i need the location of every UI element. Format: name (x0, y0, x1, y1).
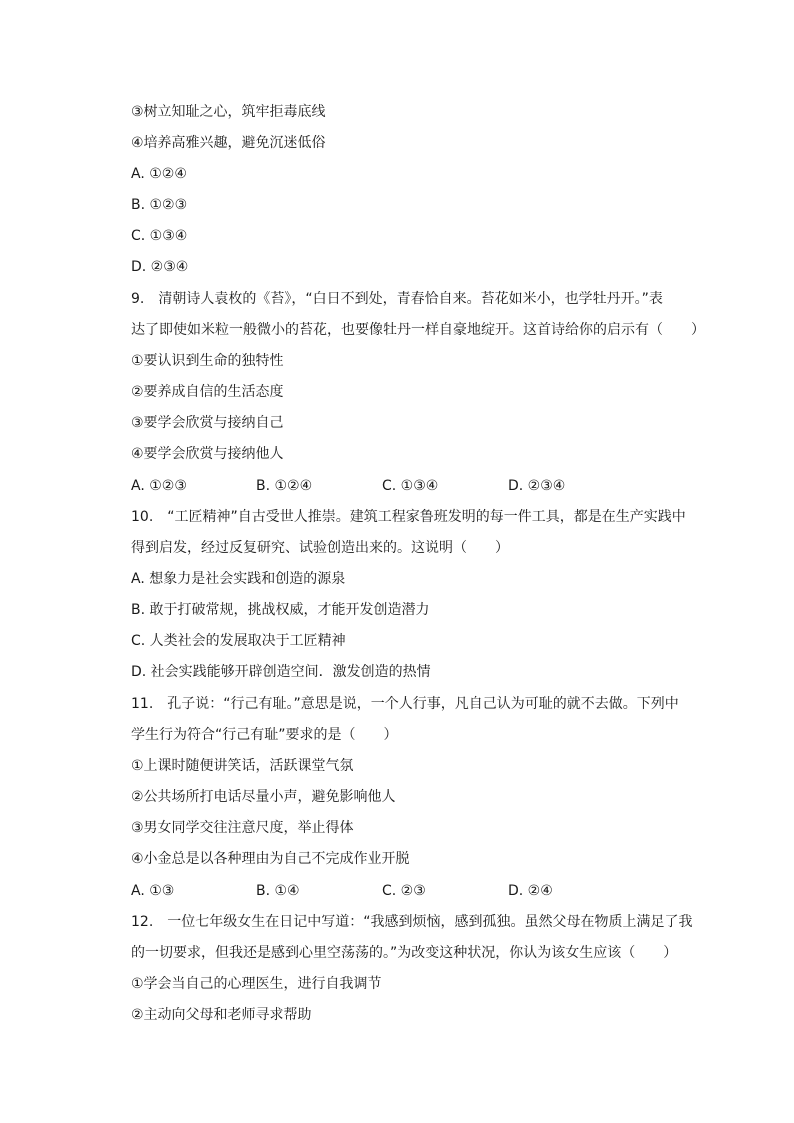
q10-stem-line-1: 10. “工匠精神”自古受世人推崇。建筑工程家鲁班发明的每一件工具，都是在生产实践中 (131, 509, 686, 525)
q11-option-b: B. ①④ (256, 883, 300, 899)
q9-item-3: ③要学会欣赏与接纳自己 (131, 415, 284, 431)
q11-option-d: D. ②④ (508, 883, 553, 899)
q8-item-3: ③树立知耻之心，筑牢拒毒底线 (131, 104, 326, 120)
q10-option-a: A. 想象力是社会实践和创造的源泉 (131, 571, 346, 587)
q9-stem-line-1: 9. 清朝诗人袁枚的《苔》，“白日不到处，青春恰自来。苔花如米小，也学牡丹开。”表 (131, 291, 663, 307)
q8-option-b: B. ①②③ (131, 197, 188, 213)
q9-option-d: D. ②③④ (508, 478, 566, 494)
q10-option-b: B. 敢于打破常规，挑战权威，才能开发创造潜力 (131, 602, 430, 618)
q10-option-c: C. 人类社会的发展取决于工匠精神 (131, 633, 346, 649)
q11-item-4: ④小金总是以各种理由为自己不完成作业开脱 (131, 851, 410, 867)
q12-stem-line-2: 的一切要求，但我还是感到心里空荡荡的。”为改变这种状况，你认为该女生应该（ ） (131, 945, 678, 961)
q12-item-1: ①学会当自己的心理医生，进行自我调节 (131, 976, 382, 992)
q9-option-c: C. ①③④ (382, 478, 439, 494)
q11-stem-line-1: 11. 孔子说：“行己有耻。”意思是说，一个人行事，凡自己认为可耻的就不去做。下列中 (131, 696, 679, 712)
q10-stem-line-2: 得到启发，经过反复研究、试验创造出来的。这说明（ ） (131, 540, 509, 556)
q8-option-c: C. ①③④ (131, 228, 188, 244)
q11-item-2: ②公共场所打电话尽量小声，避免影响他人 (131, 789, 396, 805)
q10-option-d: D. 社会实践能够开辟创造空间．激发创造的热情 (131, 664, 431, 680)
q8-option-d: D. ②③④ (131, 259, 189, 275)
q9-item-4: ④要学会欣赏与接纳他人 (131, 446, 284, 462)
q12-stem-line-1: 12. 一位七年级女生在日记中写道：“我感到烦恼，感到孤独。虽然父母在物质上满足了我 (131, 914, 693, 930)
q9-option-a: A. ①②③ (131, 478, 187, 494)
q9-item-2: ②要养成自信的生活态度 (131, 384, 284, 400)
q11-item-1: ①上课时随便讲笑话，活跃课堂气氛 (131, 758, 354, 774)
q11-option-a: A. ①③ (131, 883, 175, 899)
q11-item-3: ③男女同学交往注意尺度，举止得体 (131, 820, 354, 836)
q8-item-4: ④培养高雅兴趣，避免沉迷低俗 (131, 135, 326, 151)
q11-stem-line-2: 学生行为符合“行己有耻”要求的是（ ） (131, 727, 398, 743)
q11-option-c: C. ②③ (382, 883, 426, 899)
q9-option-b: B. ①②④ (256, 478, 313, 494)
q8-option-a: A. ①②④ (131, 166, 187, 182)
q12-item-2: ②主动向父母和老师寻求帮助 (131, 1007, 312, 1023)
q9-stem-line-2: 达了即使如米粒一般微小的苔花，也要像牡丹一样自豪地绽开。这首诗给你的启示有（ ） (131, 322, 705, 338)
q9-item-1: ①要认识到生命的独特性 (131, 353, 284, 369)
